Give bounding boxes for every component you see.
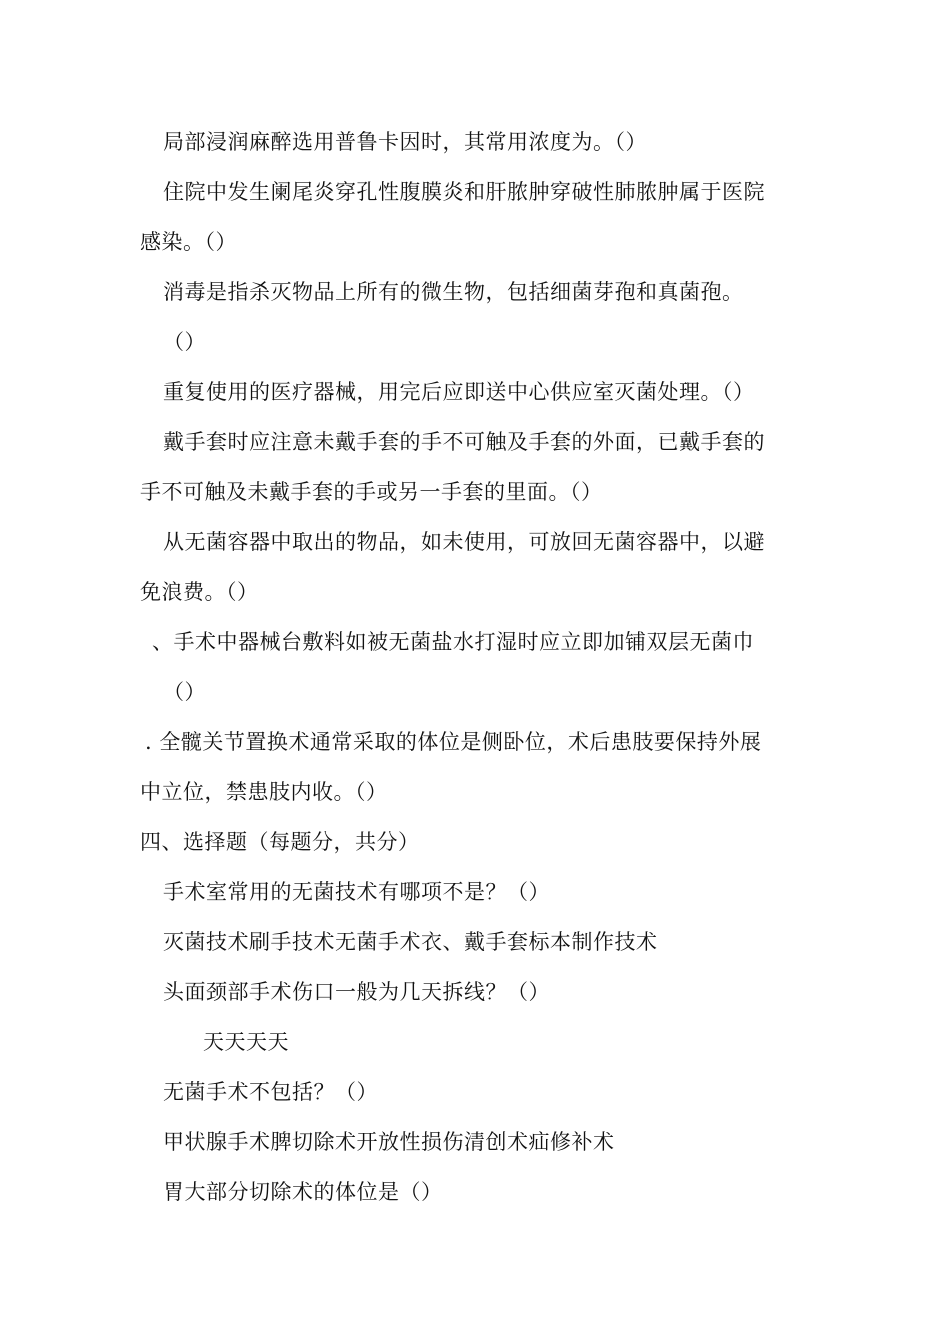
text-line: . 全髋关节置换术通常采取的体位是侧卧位，术后患肢要保持外展 <box>145 730 762 754</box>
text-line: 住院中发生阑尾炎穿孔性腹膜炎和肝脓肿穿破性肺脓肿属于医院 <box>163 180 765 204</box>
text-line: （） <box>163 680 206 704</box>
text-line: 局部浸润麻醉选用普鲁卡因时，其常用浓度为。（） <box>163 130 647 154</box>
text-line: 头面颈部手术伤口一般为几天拆线？（） <box>163 980 550 1004</box>
text-line: 手术室常用的无菌技术有哪项不是？（） <box>163 880 550 904</box>
text-line: 感染。（） <box>140 230 237 254</box>
text-line: 、手术中器械台敷料如被无菌盐水打湿时应立即加铺双层无菌巾 <box>152 630 754 654</box>
text-line: （） <box>163 330 206 354</box>
text-line: 胃大部分切除术的体位是（） <box>163 1180 443 1204</box>
text-line: 甲状腺手术脾切除术开放性损伤清创术疝修补术 <box>163 1130 615 1154</box>
text-line: 从无菌容器中取出的物品，如未使用，可放回无菌容器中，以避 <box>163 530 765 554</box>
text-line: 天天天天 <box>203 1030 289 1054</box>
text-line: 中立位，禁患肢内收。（） <box>140 780 388 804</box>
text-line: 无菌手术不包括？（） <box>163 1080 378 1104</box>
text-line: 重复使用的医疗器械，用完后应即送中心供应室灭菌处理。（） <box>163 380 755 404</box>
text-line: 消毒是指杀灭物品上所有的微生物，包括细菌芽孢和真菌孢。 <box>163 280 744 304</box>
section-heading: 四、选择题（每题分，共分） <box>140 830 420 854</box>
text-line: 手不可触及未戴手套的手或另一手套的里面。（） <box>140 480 603 504</box>
text-line: 戴手套时应注意未戴手套的手不可触及手套的外面，已戴手套的 <box>163 430 765 454</box>
text-line: 灭菌技术刷手技术无菌手术衣、戴手套标本制作技术 <box>163 930 658 954</box>
text-line: 免浪费。（） <box>140 580 259 604</box>
